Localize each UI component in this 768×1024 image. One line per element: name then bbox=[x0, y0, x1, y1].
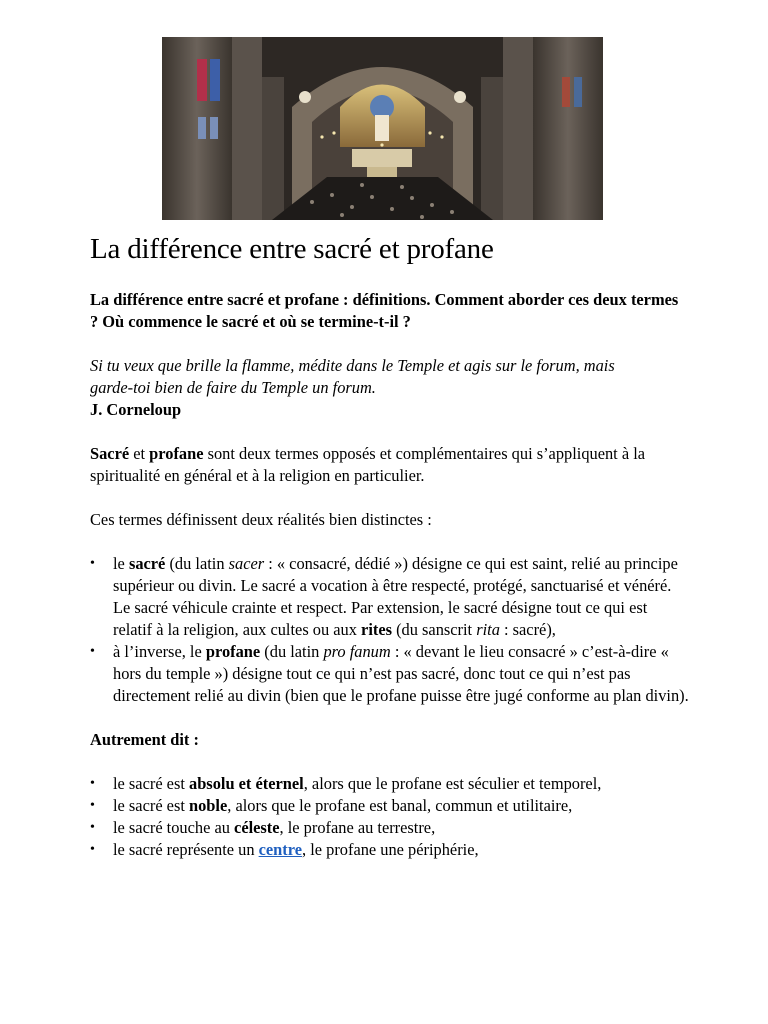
quote-line-2: garde-toi bien de faire du Temple un forum. bbox=[90, 378, 376, 397]
list-item: • le sacré est noble, alors que le profane est banal, commun et utilitaire, bbox=[90, 796, 573, 815]
quote bbox=[90, 355, 690, 399]
list-item-profane: • à l’inverse, le profane (du latin pro fanum : « devant le lieu consacré » c’est-à-dire « hors du temple ») désigne tout ce qui n’est pas sacré, donc tout ce qui n’est pas directement relié au divin (bien que le profane puisse être jugé conforme au plan divin). bbox=[90, 642, 689, 705]
definitions-intro: Ces termes définissent deux réalités bien distinctes : bbox=[90, 510, 432, 529]
list-item: • le sacré est absolu et éternel, alors que le profane est séculier et temporel, bbox=[90, 774, 602, 793]
comparison-list bbox=[90, 773, 690, 861]
definitions-list bbox=[90, 553, 690, 707]
page-title: La différence entre sacré et profane bbox=[90, 233, 494, 265]
bullet-icon: • bbox=[90, 644, 95, 659]
bullet-icon: • bbox=[90, 798, 95, 813]
centre-link[interactable]: centre bbox=[258, 840, 303, 859]
list-item-sacre: • le sacré (du latin sacer : « consacré, dédié ») désigne ce qui est saint, relié au principe supérieur ou divin. Le sacré a vocation à être respecté, protégé, sanctuarisé et vénéré. Le sacré véhicule crainte et respect. Par extension, le sacré désigne tout ce qui est relatif à la religion, aux cultes ou aux rites (du sanscrit rita : sacré), bbox=[90, 554, 678, 639]
term-profane: profane bbox=[149, 444, 204, 463]
hero-image bbox=[162, 37, 603, 220]
quote-author: J. Corneloup bbox=[90, 400, 182, 419]
bullet-icon: • bbox=[90, 820, 95, 835]
quote-line-1: Si tu veux que brille la flamme, médite dans le Temple et agis sur le forum, mais bbox=[90, 356, 615, 375]
intro-paragraph: Sacré et profane sont deux termes opposés et complémentaires qui s’appliquent à la spiritualité en général et à la religion en particulier. bbox=[90, 444, 646, 485]
list-item: • le sacré touche au céleste, le profane au terrestre, bbox=[90, 818, 436, 837]
church-interior-photo bbox=[162, 37, 603, 220]
bullet-icon: • bbox=[90, 556, 95, 571]
bullet-icon: • bbox=[90, 842, 95, 857]
article bbox=[90, 228, 690, 861]
article-lead: La différence entre sacré et profane : définitions. Comment aborder ces deux termes ? Où commence le sacré et où se termine-t-il ? bbox=[90, 290, 679, 331]
bullet-icon: • bbox=[90, 776, 95, 791]
list-item: • le sacré représente un centre, le profane une périphérie, bbox=[90, 840, 479, 859]
term-sacre: Sacré bbox=[90, 444, 130, 463]
otherwise-heading: Autrement dit : bbox=[90, 730, 199, 749]
